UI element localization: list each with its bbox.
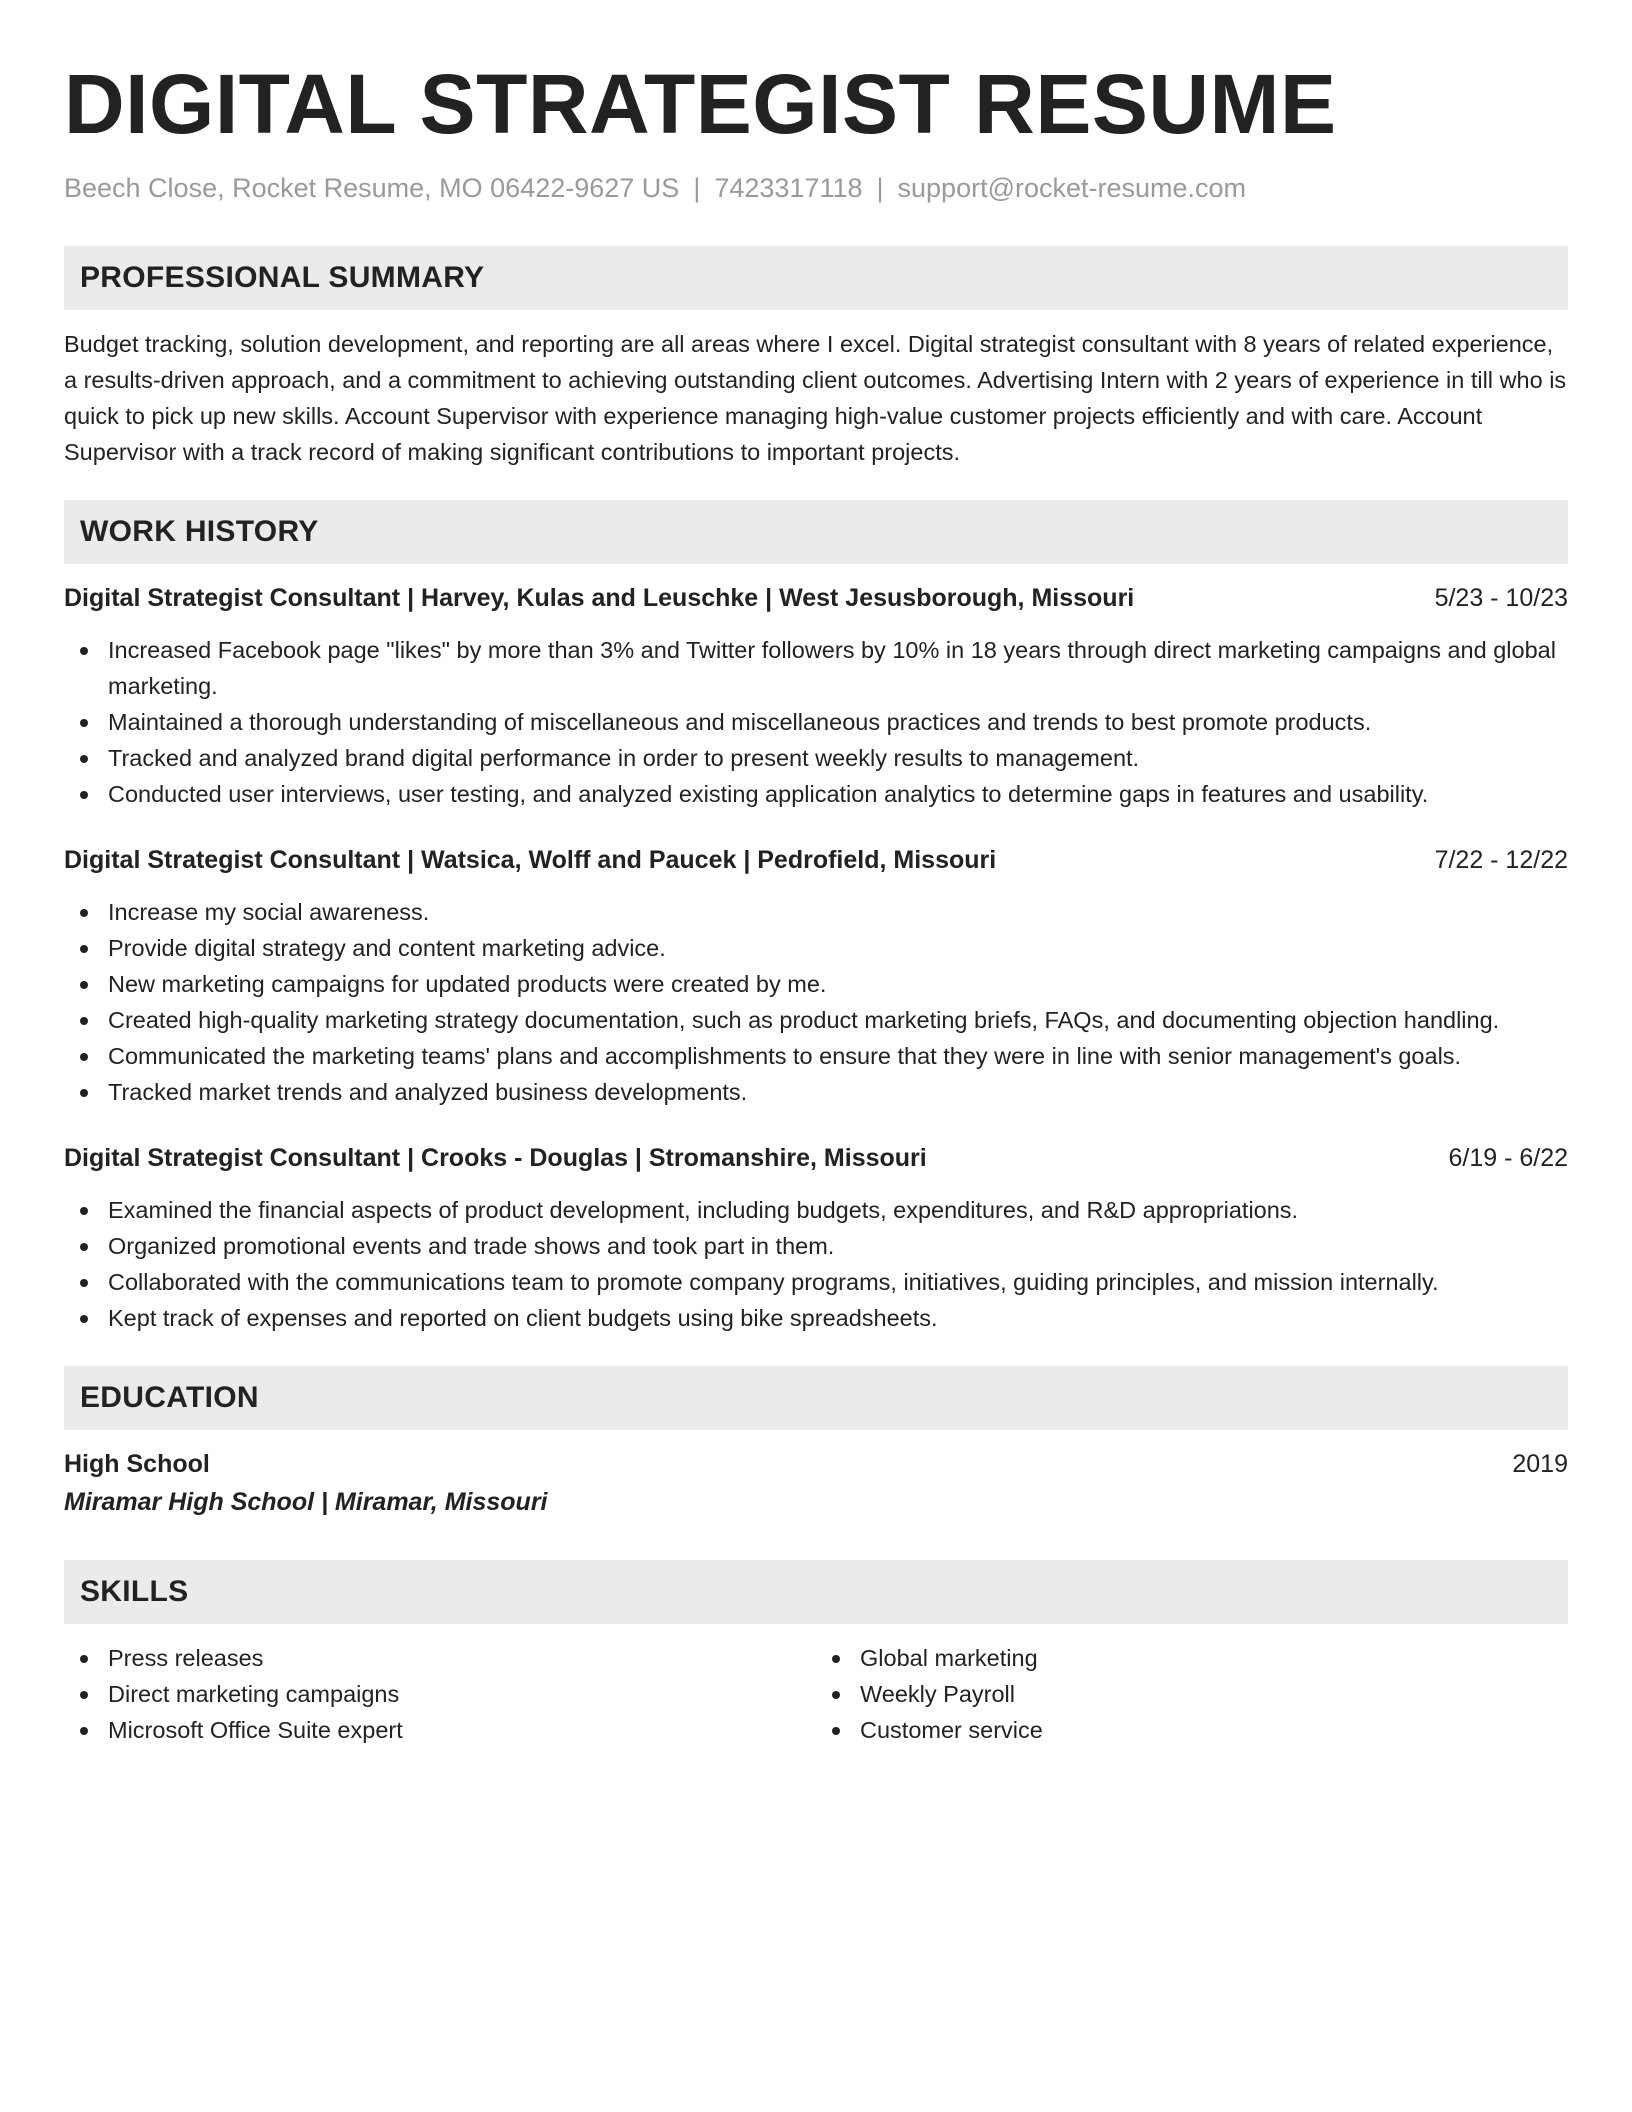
job-bullet: Tracked and analyzed brand digital performance in order to present weekly results to management. bbox=[64, 740, 1568, 776]
job-bullet: Conducted user interviews, user testing, and analyzed existing application analytics to determine gaps in features and usability. bbox=[64, 776, 1568, 812]
job-title: Digital Strategist Consultant | Watsica, Wolff and Paucek | Pedrofield, Missouri bbox=[64, 846, 997, 874]
contact-separator: | bbox=[693, 173, 701, 203]
job-bullet: Increased Facebook page "likes" by more than 3% and Twitter followers by 10% in 18 years through direct marketing campaigns and global marketing. bbox=[64, 632, 1568, 704]
job-bullet: Organized promotional events and trade shows and took part in them. bbox=[64, 1228, 1568, 1264]
job-dates: 5/23 - 10/23 bbox=[1434, 584, 1568, 612]
job-title: Digital Strategist Consultant | Crooks - Douglas | Stromanshire, Missouri bbox=[64, 1144, 927, 1172]
job-entry bbox=[64, 580, 1568, 812]
resume-title: DIGITAL STRATEGIST RESUME bbox=[64, 57, 1337, 151]
section-header-summary: PROFESSIONAL SUMMARY bbox=[64, 246, 1568, 310]
skill-item: Press releases bbox=[64, 1640, 816, 1676]
section-header-work-history: WORK HISTORY bbox=[64, 500, 1568, 564]
education-degree: High School bbox=[64, 1450, 210, 1478]
skill-item: Weekly Payroll bbox=[816, 1676, 1568, 1712]
job-dates: 6/19 - 6/22 bbox=[1448, 1144, 1568, 1172]
job-bullet: Communicated the marketing teams' plans and accomplishments to ensure that they were in line with senior management's goals. bbox=[64, 1038, 1568, 1074]
job-bullets bbox=[64, 632, 1568, 812]
job-bullets bbox=[64, 894, 1568, 1110]
contact-separator: | bbox=[876, 173, 884, 203]
education-entry bbox=[64, 1446, 1568, 1522]
contact-line bbox=[64, 170, 1568, 206]
job-bullet: Maintained a thorough understanding of miscellaneous and miscellaneous practices and trends to best promote products. bbox=[64, 704, 1568, 740]
job-title: Digital Strategist Consultant | Harvey, Kulas and Leuschke | West Jesusborough, Missouri bbox=[64, 584, 1135, 612]
skill-item: Microsoft Office Suite expert bbox=[64, 1712, 816, 1748]
job-bullet: Created high-quality marketing strategy documentation, such as product marketing briefs, FAQs, and documenting objection handling. bbox=[64, 1002, 1568, 1038]
skill-item: Global marketing bbox=[816, 1640, 1568, 1676]
job-bullet: Examined the financial aspects of product development, including budgets, expenditures, and R&D appropriations. bbox=[64, 1192, 1568, 1228]
summary-text: Budget tracking, solution development, and reporting are all areas where I excel. Digital strategist consultant with 8 years of related experience, a results-driven approach, and a commitment to achieving outstanding client outcomes. Advertising Intern with 2 years of experience in till who is quick to pick up new skills. Account Supervisor with experience managing high-value customer projects efficiently and with care. Account Supervisor with a track record of making significant contributions to important projects. bbox=[64, 331, 1567, 465]
education-year: 2019 bbox=[1512, 1450, 1568, 1478]
skills-column-left bbox=[64, 1640, 816, 1748]
job-bullet: Increase my social awareness. bbox=[64, 894, 1568, 930]
job-bullet: Collaborated with the communications team to promote company programs, initiatives, guiding principles, and mission internally. bbox=[64, 1264, 1568, 1300]
job-bullet: New marketing campaigns for updated products were created by me. bbox=[64, 966, 1568, 1002]
contact-phone: 7423317118 bbox=[714, 173, 863, 203]
job-header bbox=[64, 580, 1568, 616]
job-bullets bbox=[64, 1192, 1568, 1336]
skill-item: Direct marketing campaigns bbox=[64, 1676, 816, 1712]
job-bullet: Provide digital strategy and content marketing advice. bbox=[64, 930, 1568, 966]
skills-list bbox=[64, 1640, 816, 1748]
section-header-education: EDUCATION bbox=[64, 1366, 1568, 1430]
job-dates: 7/22 - 12/22 bbox=[1434, 846, 1568, 874]
job-header bbox=[64, 1140, 1568, 1176]
job-header bbox=[64, 842, 1568, 878]
contact-address: Beech Close, Rocket Resume, MO 06422-9627 US bbox=[64, 173, 680, 203]
job-entry bbox=[64, 1140, 1568, 1336]
education-school: Miramar High School | Miramar, Missouri bbox=[64, 1488, 548, 1516]
job-bullet: Kept track of expenses and reported on client budgets using bike spreadsheets. bbox=[64, 1300, 1568, 1336]
contact-email: support@rocket-resume.com bbox=[897, 173, 1247, 203]
job-entry bbox=[64, 842, 1568, 1110]
skills-column-right bbox=[816, 1640, 1568, 1748]
skill-item: Customer service bbox=[816, 1712, 1568, 1748]
education-header bbox=[64, 1446, 1568, 1482]
skills-list bbox=[816, 1640, 1568, 1748]
job-bullet: Tracked market trends and analyzed business developments. bbox=[64, 1074, 1568, 1110]
section-header-skills: SKILLS bbox=[64, 1560, 1568, 1624]
skills-grid bbox=[64, 1640, 1568, 1748]
